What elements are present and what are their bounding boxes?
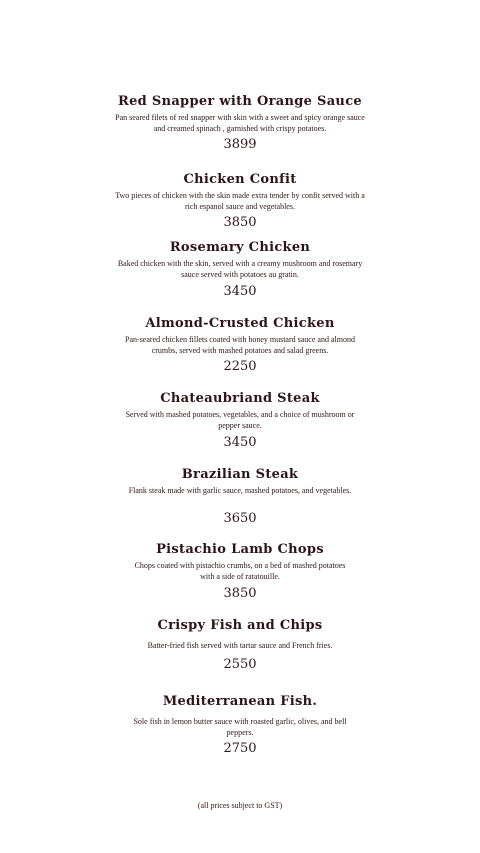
menu-item: [0, 694, 480, 738]
price-footnote: (all prices subject to GST): [197, 801, 283, 810]
menu-item: [0, 172, 480, 212]
menu-item: [0, 618, 480, 652]
dish-description: Batter-fried fish served with tartar sauce and French fries.: [147, 641, 333, 650]
dish-price: 3899: [223, 137, 257, 152]
dish-description: Pan seared filets of red snapper with skin with a sweet and spicy orange sauce and creamed spinach , garnished with crispy potatoes.: [115, 113, 365, 133]
dish-price: 2250: [223, 359, 257, 374]
menu-item: [0, 542, 480, 582]
dish-title: Pistachio Lamb Chops: [156, 542, 324, 557]
dish-title: Chicken Confit: [183, 172, 297, 187]
menu-item: [0, 467, 480, 497]
dish-price: 3850: [223, 215, 257, 230]
dish-title: Chateaubriand Steak: [160, 391, 320, 406]
dish-title: Crispy Fish and Chips: [157, 618, 323, 633]
dish-title: Mediterranean Fish.: [162, 694, 318, 709]
dish-title: Brazilian Steak: [181, 467, 299, 482]
dish-description: Baked chicken with the skin, served with a creamy mushroom and rosemary sauce served with potatoes au gratin.: [117, 259, 363, 279]
menu-item: [0, 94, 480, 134]
dish-price: 3850: [223, 586, 257, 601]
dish-price: 3650: [223, 511, 257, 526]
dish-price: 2750: [223, 741, 257, 756]
dish-description: Two pieces of chicken with the skin made extra tender by confit served with a rich espanol sauce and vegetables.: [115, 191, 365, 211]
dish-title: Red Snapper with Orange Sauce: [118, 94, 362, 109]
dish-description: Served with mashed potatoes, vegetables, and a choice of mushroom or pepper sauce.: [125, 410, 355, 430]
dish-price: 3450: [223, 284, 257, 299]
dish-title: Almond-Crusted Chicken: [145, 316, 335, 331]
menu-item: [0, 240, 480, 280]
dish-description: Sole fish in lemon butter sauce with roasted garlic, olives, and bell peppers.: [133, 717, 347, 737]
dish-title: Rosemary Chicken: [169, 240, 311, 255]
dish-description: Flank steak made with garlic sauce, mashed potatoes, and vegetables.: [128, 486, 352, 495]
menu-item: [0, 316, 480, 356]
dish-description: Chops coated with pistachio crumbs, on a bed of mashed potatoes with a side of ratatouille.: [134, 561, 346, 581]
dish-price: 2550: [223, 657, 257, 672]
dish-price: 3450: [223, 435, 257, 450]
dish-description: Pan-seared chicken fillets coated with honey mustard sauce and almond crumbs, served with mashed potatoes and salad greens.: [125, 335, 355, 355]
menu-item: [0, 391, 480, 431]
